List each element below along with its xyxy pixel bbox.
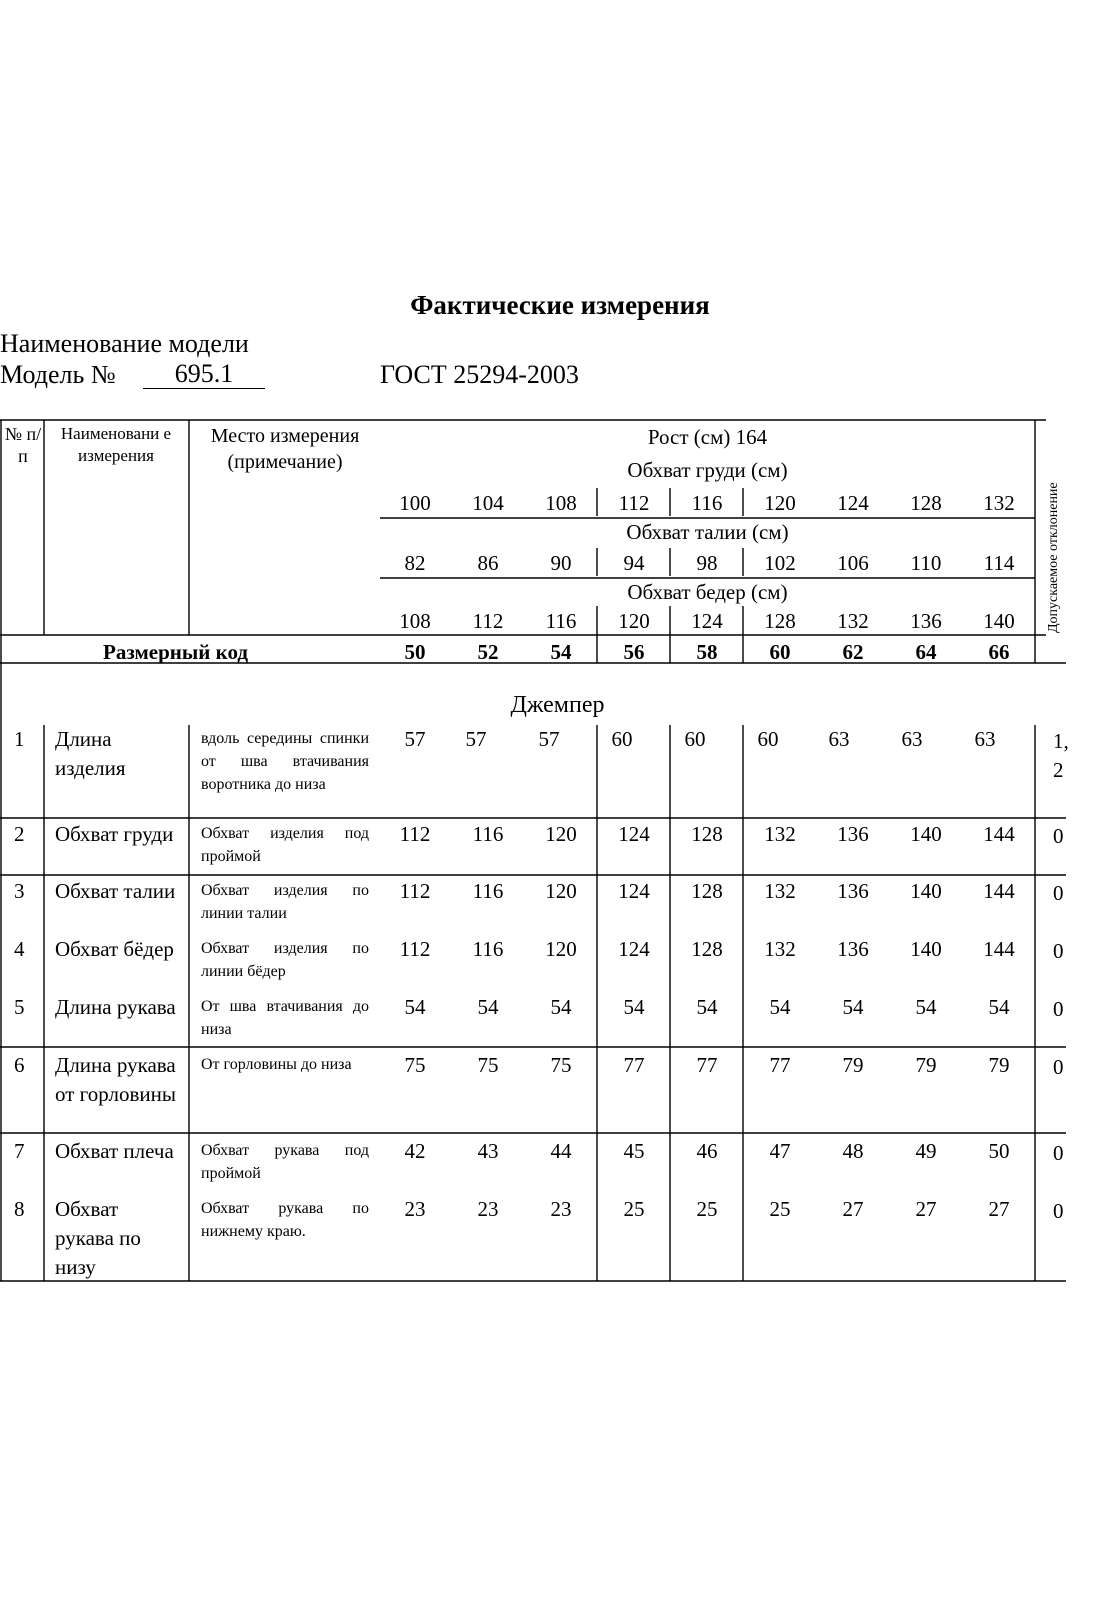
hips-value: 136	[910, 609, 942, 633]
chest-value: 100	[399, 491, 431, 515]
chest-value: 124	[837, 491, 869, 515]
row-value: 54	[988, 995, 1010, 1019]
hips-value: 116	[545, 609, 577, 633]
size-code-value: 52	[477, 640, 499, 664]
size-code-value: 62	[842, 640, 864, 664]
row-measurement-place: От горловины до низа	[201, 1056, 352, 1073]
row-measurement-name: Обхват плеча	[55, 1139, 174, 1163]
row-value: 23	[550, 1197, 572, 1221]
row-measurement-name: Обхват груди	[55, 822, 174, 846]
row-value: 75	[404, 1053, 426, 1077]
row-tolerance: 0	[1053, 1055, 1064, 1079]
row-value: 54	[550, 995, 572, 1019]
waist-value: 82	[404, 551, 426, 575]
row-value: 124	[618, 879, 650, 903]
row-value: 57	[404, 727, 426, 751]
row-value: 128	[691, 822, 723, 846]
row-number: 3	[14, 879, 25, 903]
row-value: 77	[769, 1053, 791, 1077]
row-value: 48	[842, 1139, 864, 1163]
row-value: 140	[910, 822, 942, 846]
row-value: 54	[477, 995, 499, 1019]
row-value: 144	[983, 879, 1015, 903]
chest-value: 108	[545, 491, 577, 515]
row-measurement-name: Обхват бёдер	[55, 937, 174, 961]
hips-value: 132	[837, 609, 869, 633]
row-value: 75	[550, 1053, 572, 1077]
row-value: 136	[837, 879, 869, 903]
row-number: 8	[14, 1197, 25, 1221]
row-tolerance: 0	[1053, 881, 1064, 905]
row-value: 25	[696, 1197, 718, 1221]
row-value: 124	[618, 822, 650, 846]
row-value: 120	[545, 937, 577, 961]
row-value: 54	[404, 995, 426, 1019]
row-tolerance: 0	[1053, 1141, 1064, 1165]
row-value: 120	[545, 822, 577, 846]
row-value: 45	[623, 1139, 645, 1163]
row-value: 63	[828, 727, 850, 751]
chest-value: 104	[472, 491, 504, 515]
row-value: 79	[988, 1053, 1010, 1077]
row-value: 132	[764, 937, 796, 961]
row-value: 54	[623, 995, 645, 1019]
row-value: 44	[550, 1139, 572, 1163]
row-value: 25	[623, 1197, 645, 1221]
row-measurement-name: Обхват рукава по низу	[55, 1197, 141, 1279]
row-value: 128	[691, 879, 723, 903]
row-value: 77	[623, 1053, 645, 1077]
row-measurement-place: От шва втачивания до низа	[201, 998, 369, 1038]
row-value: 116	[472, 937, 504, 961]
row-value: 50	[988, 1139, 1010, 1163]
row-value: 23	[477, 1197, 499, 1221]
waist-value: 114	[983, 551, 1015, 575]
header-height: Рост (см) 164	[647, 425, 768, 449]
row-value: 116	[472, 879, 504, 903]
row-value: 54	[769, 995, 791, 1019]
row-number: 4	[14, 937, 25, 961]
row-tolerance: 0	[1053, 939, 1064, 963]
row-measurement-place: вдоль середины спинки от шва втачивания воротника до низа	[201, 730, 369, 793]
row-value: 128	[691, 937, 723, 961]
row-measurement-name: Обхват талии	[55, 879, 176, 903]
waist-value: 102	[764, 551, 796, 575]
model-number-label: Модель №	[0, 360, 116, 389]
row-tolerance: 0	[1053, 1199, 1064, 1223]
size-code-value: 50	[404, 640, 426, 664]
row-tolerance: 1, 2	[1053, 729, 1069, 782]
row-value: 75	[477, 1053, 499, 1077]
row-value: 54	[915, 995, 937, 1019]
model-number-value: 695.1	[143, 360, 265, 389]
row-value: 42	[404, 1139, 426, 1163]
waist-value: 94	[623, 551, 645, 575]
hips-value: 128	[764, 609, 796, 633]
row-measurement-place: Обхват рукава по нижнему краю.	[201, 1200, 369, 1240]
row-number: 7	[14, 1139, 25, 1163]
row-value: 140	[910, 937, 942, 961]
row-value: 47	[769, 1139, 791, 1163]
row-value: 136	[837, 937, 869, 961]
row-value: 116	[472, 822, 504, 846]
row-value: 124	[618, 937, 650, 961]
row-value: 27	[988, 1197, 1010, 1221]
row-value: 132	[764, 879, 796, 903]
row-value: 49	[915, 1139, 937, 1163]
row-number: 6	[14, 1053, 25, 1077]
size-code-value: 54	[550, 640, 572, 664]
hips-value: 140	[983, 609, 1015, 633]
hips-value: 112	[472, 609, 504, 633]
row-value: 144	[983, 937, 1015, 961]
row-value: 132	[764, 822, 796, 846]
size-code-value: 66	[988, 640, 1010, 664]
chest-value: 116	[691, 491, 723, 515]
size-code-value: 58	[696, 640, 718, 664]
row-value: 120	[545, 879, 577, 903]
row-value: 43	[477, 1139, 499, 1163]
row-number: 1	[14, 727, 25, 751]
waist-value: 98	[696, 551, 718, 575]
row-value: 57	[465, 727, 487, 751]
row-tolerance: 0	[1053, 997, 1064, 1021]
row-value: 77	[696, 1053, 718, 1077]
row-value: 25	[769, 1197, 791, 1221]
row-number: 2	[14, 822, 25, 846]
row-value: 60	[757, 727, 779, 751]
header-measurement-place: Место измерения (примечание)	[210, 425, 360, 473]
row-measurement-name: Длина рукава	[55, 995, 176, 1019]
row-measurement-place: Обхват изделия по линии талии	[201, 882, 369, 922]
row-value: 63	[901, 727, 923, 751]
size-code-value: 56	[623, 640, 645, 664]
waist-value: 86	[477, 551, 499, 575]
model-name-label: Наименование модели	[0, 329, 249, 358]
row-value: 60	[611, 727, 633, 751]
row-measurement-place: Обхват изделия по линии бёдер	[201, 940, 369, 980]
waist-value: 110	[910, 551, 942, 575]
header-tolerance: Допускаемое отклонение	[1046, 482, 1061, 633]
header-chest-label: Обхват груди (см)	[627, 458, 788, 482]
row-value: 112	[399, 879, 431, 903]
row-value: 60	[684, 727, 706, 751]
size-code-value: 60	[769, 640, 791, 664]
row-value: 63	[974, 727, 996, 751]
header-number: № п/ п	[4, 424, 42, 466]
gost-standard: ГОСТ 25294-2003	[380, 360, 579, 389]
hips-value: 124	[691, 609, 723, 633]
row-value: 27	[915, 1197, 937, 1221]
row-value: 46	[696, 1139, 718, 1163]
row-value: 54	[842, 995, 864, 1019]
row-value: 112	[399, 822, 431, 846]
waist-value: 90	[550, 551, 572, 575]
waist-value: 106	[837, 551, 869, 575]
row-value: 112	[399, 937, 431, 961]
row-value: 23	[404, 1197, 426, 1221]
row-value: 79	[842, 1053, 864, 1077]
row-value: 144	[983, 822, 1015, 846]
row-tolerance: 0	[1053, 824, 1064, 848]
hips-value: 120	[618, 609, 650, 633]
row-value: 27	[842, 1197, 864, 1221]
hips-value: 108	[399, 609, 431, 633]
document-title: Фактические измерения	[410, 290, 710, 320]
row-measurement-place: Обхват изделия под проймой	[201, 825, 369, 865]
row-value: 54	[696, 995, 718, 1019]
size-code-label: Размерный код	[103, 640, 248, 664]
row-number: 5	[14, 995, 25, 1019]
row-value: 57	[538, 727, 560, 751]
chest-value: 120	[764, 491, 796, 515]
chest-value: 128	[910, 491, 942, 515]
row-value: 140	[910, 879, 942, 903]
row-value: 136	[837, 822, 869, 846]
row-measurement-place: Обхват рукава под проймой	[201, 1142, 369, 1182]
header-waist-label: Обхват талии (см)	[626, 520, 789, 544]
row-measurement-name: Длина рукава от горловины	[55, 1053, 176, 1106]
chest-value: 112	[618, 491, 650, 515]
section-title: Джемпер	[510, 692, 605, 718]
row-value: 79	[915, 1053, 937, 1077]
row-measurement-name: Длина изделия	[55, 727, 126, 780]
header-hips-label: Обхват бедер (см)	[627, 580, 788, 604]
chest-value: 132	[983, 491, 1015, 515]
header-measurement-name: Наименовани е измерения	[60, 424, 172, 465]
size-code-value: 64	[915, 640, 937, 664]
